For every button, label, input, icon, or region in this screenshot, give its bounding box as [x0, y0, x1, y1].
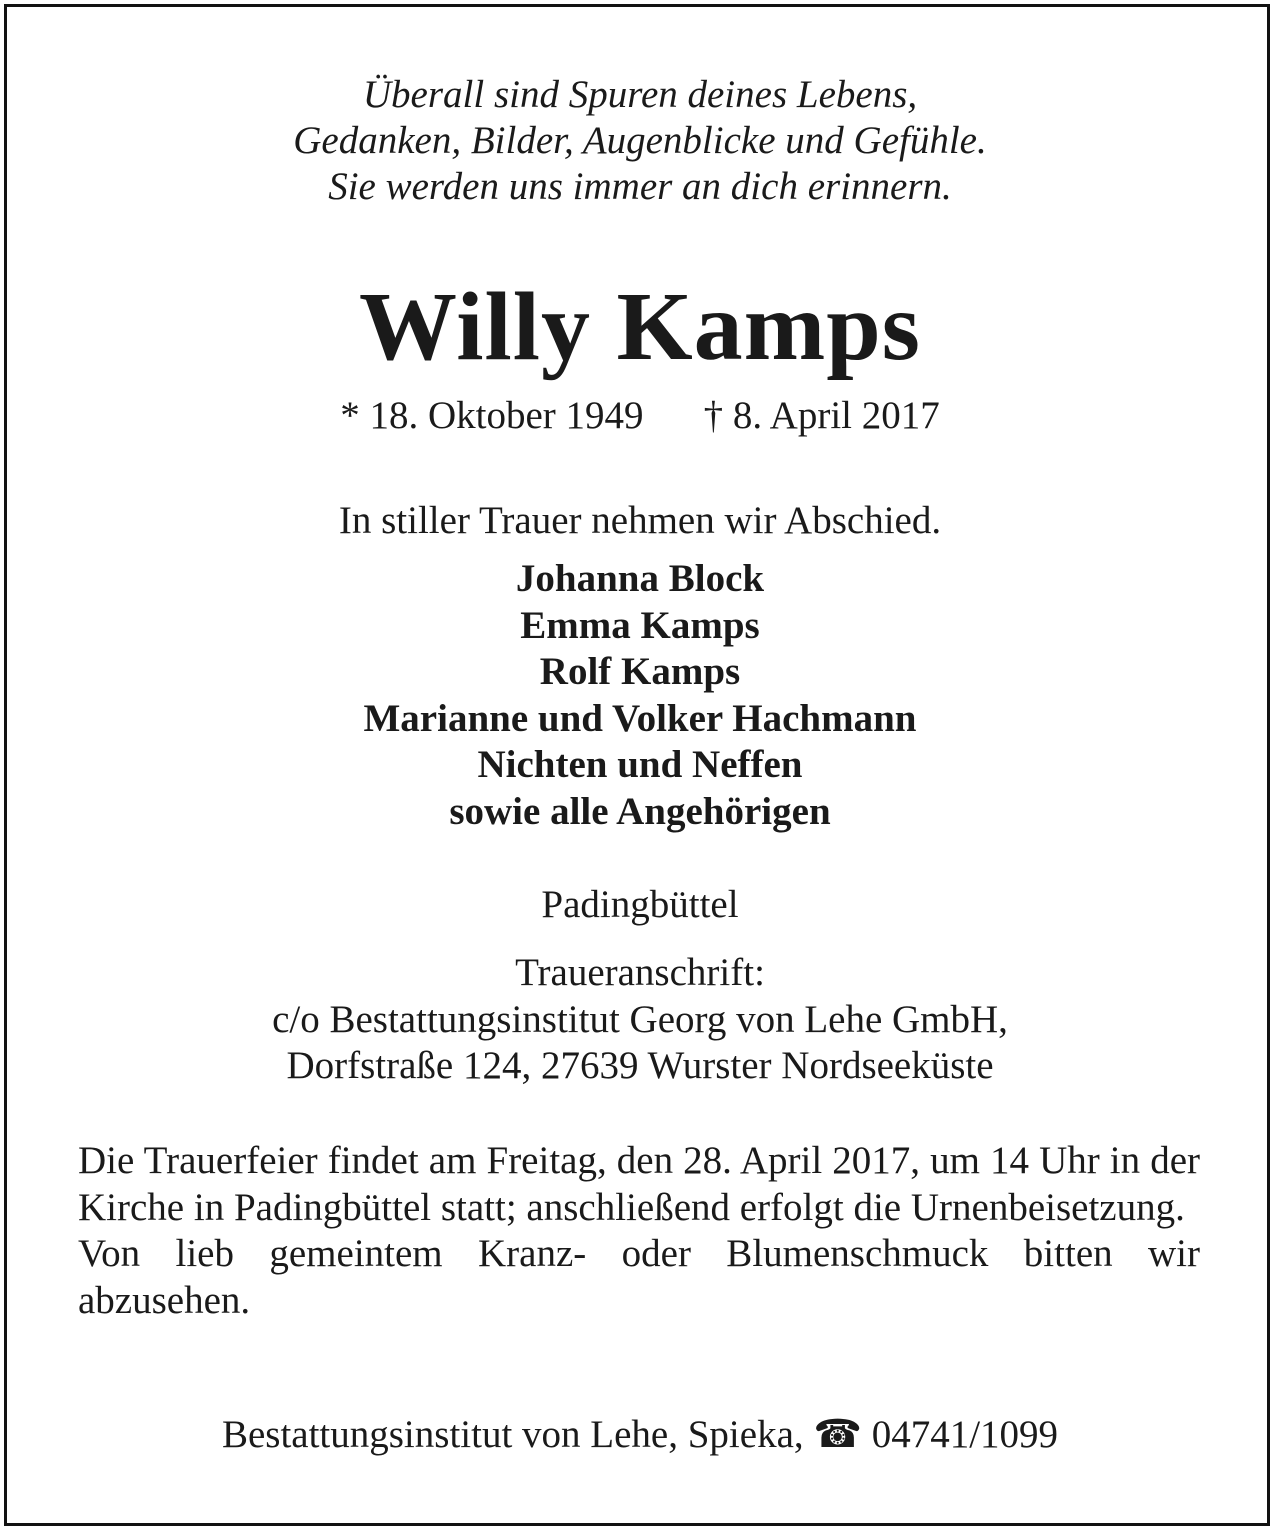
funeral-home-text: Bestattungsinstitut von Lehe, Spieka, — [221, 1413, 804, 1456]
mourning-address — [0, 950, 1280, 1090]
ceremony-text: Die Trauerfeier findet am Freitag, den 28. April 2017, um 14 Uhr in der Kirche in Padingbüttel statt; anschließend erfolgt die Urnenbeisetzung. — [78, 1139, 1200, 1229]
family-list — [0, 556, 1280, 836]
family-member: Rolf Kamps — [539, 650, 741, 694]
poem — [0, 72, 1280, 210]
life-dates — [0, 390, 1280, 442]
family-member: Johanna Block — [515, 557, 765, 600]
family-member: Nichten und Neffen — [477, 743, 803, 787]
phone-number: 04741/1099 — [871, 1413, 1059, 1456]
funeral-home-footer — [0, 1410, 1280, 1460]
family-member: Marianne und Volker Hachmann — [363, 696, 917, 740]
address-label: Traueranschrift: — [515, 951, 765, 994]
deceased-name: Willy Kamps — [359, 273, 921, 381]
poem-line: Überall sind Spuren deines Lebens, — [362, 73, 918, 116]
poem-line: Gedanken, Bilder, Augenblicke und Gefühle. — [293, 119, 987, 162]
flowers-text: Von lieb gemeintem Kranz- oder Blumenschmuck bitten wir abzusehen. — [78, 1232, 1200, 1322]
poem-line: Sie werden uns immer an dich erinnern. — [328, 165, 952, 208]
address-line: c/o Bestattungsinstitut Georg von Lehe GmbH, — [272, 997, 1008, 1041]
ceremony-notice — [78, 1138, 1200, 1324]
death-date: † 8. April 2017 — [703, 394, 940, 437]
family-member: sowie alle Angehörigen — [449, 789, 831, 833]
family-member: Emma Kamps — [520, 603, 760, 647]
mourning-line: In stiller Trauer nehmen wir Abschied. — [338, 499, 942, 542]
address-line: Dorfstraße 124, 27639 Wurster Nordseeküste — [286, 1044, 994, 1087]
place-name: Padingbüttel — [541, 883, 739, 926]
telephone-icon: ☎ — [813, 1413, 862, 1456]
birth-date: * 18. Oktober 1949 — [340, 394, 644, 437]
